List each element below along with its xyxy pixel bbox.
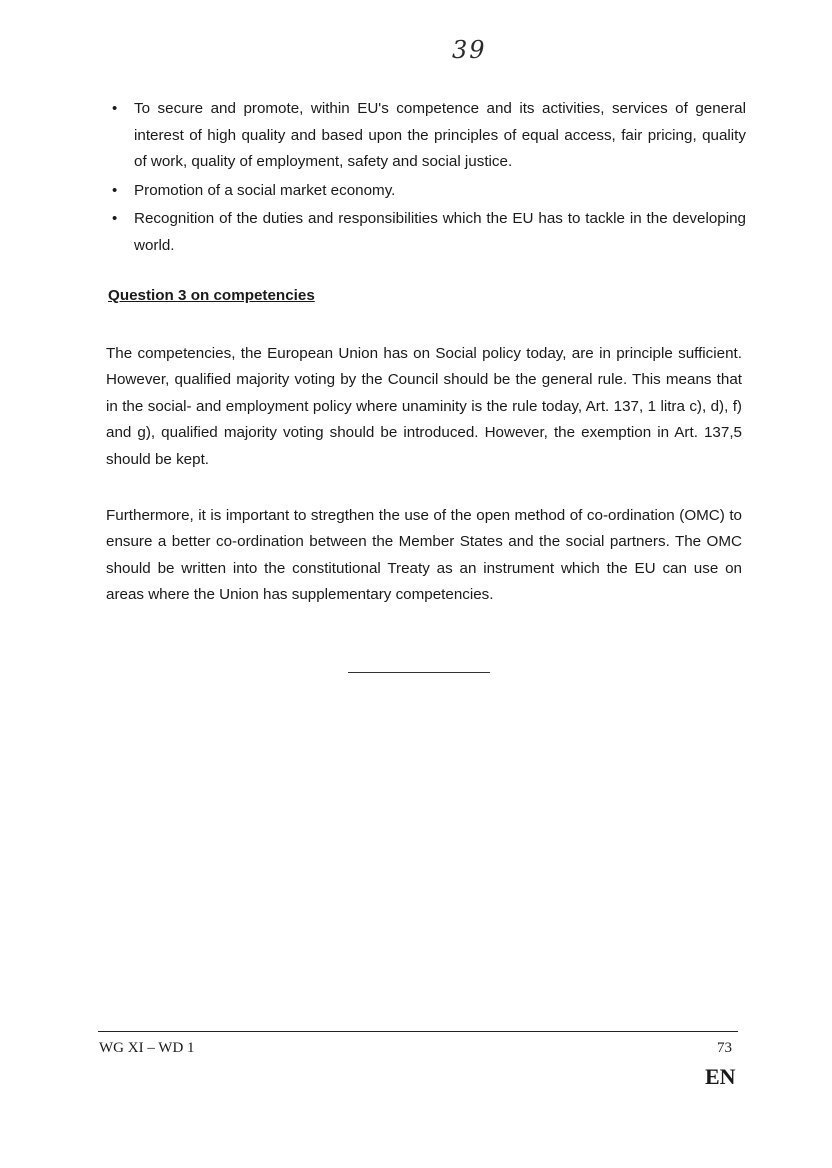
bullet-icon: • <box>112 181 118 199</box>
bullet-text: Recognition of the duties and responsibilities which the EU has to tackle in the developing world. <box>134 210 746 254</box>
bullet-list <box>106 96 746 261</box>
end-of-text-divider <box>348 672 490 673</box>
bullet-item <box>106 96 746 176</box>
footer-language-code: EN <box>705 1064 736 1089</box>
paragraph: The competencies, the European Union has on Social policy today, are in principle sufficient. However, qualified majority voting by the Council should be the general rule. This means that in the social- and employment policy where unaminity is the rule today, Art. 137, 1 litra c), d), f) and g), qualified majority voting should be introduced. However, the exemption in Art. 137,5 should be kept. <box>106 345 742 468</box>
paragraph: Furthermore, it is important to stregthen the use of the open method of co-ordination (OMC) to ensure a better co-ordination between the Member States and the social partners. The OMC should be written into the constitutional Treaty as an instrument which the EU can use on areas where the Union has supplementary competencies. <box>106 507 742 604</box>
footer-page-number: 73 <box>717 1040 732 1056</box>
bullet-text: To secure and promote, within EU's competence and its activities, services of general interest of high quality and based upon the principles of equal access, fair pricing, quality of work, quality of employment, safety and social justice. <box>134 100 746 170</box>
handwritten-page-number: 39 <box>452 36 487 64</box>
section-heading: Question 3 on competencies <box>108 287 315 304</box>
bullet-icon: • <box>112 100 118 117</box>
bullet-text: Promotion of a social market economy. <box>134 181 396 199</box>
footer-document-ref: WG XI – WD 1 <box>99 1040 195 1056</box>
bullet-item <box>106 206 746 259</box>
bullet-icon: • <box>112 210 118 227</box>
bullet-item <box>106 178 746 205</box>
footer-divider <box>98 1031 738 1032</box>
